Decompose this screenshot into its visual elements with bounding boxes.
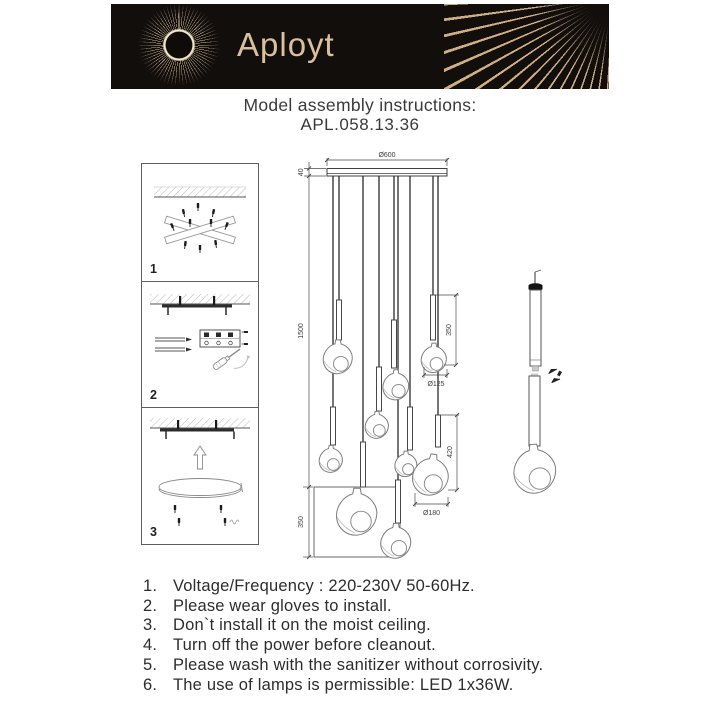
starburst-logo-icon [137, 4, 221, 87]
detail-glass-shade [512, 443, 557, 495]
step-1-panel [141, 163, 259, 282]
chandelier-dimension-drawing [290, 145, 500, 575]
step-3-illustration-canopy [142, 408, 258, 544]
svg-text:350: 350 [446, 324, 453, 336]
notes-list [143, 577, 613, 695]
ceiling-hatch [150, 294, 250, 304]
canopy-bar [327, 169, 447, 177]
note-number: 3. [143, 616, 158, 635]
note-text: The use of lamps is permissible: LED 1x36W. [173, 675, 514, 694]
page-title: Model assembly instructions: [243, 95, 477, 115]
note-text: Don`t install it on the moist ceiling. [173, 616, 431, 635]
step-2-illustration-wiring [142, 282, 258, 407]
cross-bracket [165, 216, 236, 244]
upper-tube [530, 290, 541, 371]
svg-text:40: 40 [298, 168, 305, 177]
svg-text:420: 420 [447, 446, 454, 458]
screwdriver-icon [212, 344, 252, 380]
svg-text:1500: 1500 [298, 323, 305, 339]
note-number: 6. [143, 675, 158, 694]
svg-text:Ø180: Ø180 [422, 510, 441, 517]
spring-icon [230, 520, 239, 524]
note-number: 5. [143, 655, 158, 674]
title-block [0, 95, 720, 135]
wires [155, 338, 192, 352]
note-number: 4. [143, 636, 158, 655]
ray-fan-decoration-icon [444, 4, 609, 89]
model-number: APL.058.13.36 [300, 115, 420, 134]
ceiling-hatch [150, 418, 250, 428]
note-text: Please wear gloves to install. [173, 596, 392, 615]
step-3-panel [141, 407, 259, 545]
svg-text:Ø600: Ø600 [378, 152, 396, 159]
note-item [143, 577, 613, 597]
note-item [143, 616, 613, 636]
note-text: Turn off the power before cleanout. [173, 636, 436, 655]
step-number: 3 [150, 525, 157, 539]
lower-tube [529, 374, 540, 446]
svg-text:Ø125: Ø125 [427, 381, 445, 388]
pendant-detail-drawing [505, 262, 575, 512]
canopy-disc [159, 479, 243, 498]
brand-name: Aployt [237, 26, 335, 63]
step-2-panel [141, 281, 259, 408]
hanging-wire [535, 270, 541, 285]
top-cap [529, 283, 543, 290]
note-number: 2. [143, 596, 158, 615]
dim-left-column [298, 162, 326, 559]
note-number: 1. [143, 577, 158, 595]
step-number: 1 [150, 262, 157, 276]
assembly-arrows-icon [548, 369, 562, 383]
note-item [143, 656, 613, 676]
up-arrow-icon [194, 446, 206, 469]
canopy-screws [174, 505, 239, 526]
note-item [143, 636, 613, 656]
glass-shades [319, 340, 451, 558]
step-number: 2 [150, 388, 157, 402]
note-text: Please wash with the sanitizer without corrosivity. [173, 655, 544, 674]
terminal-block [200, 330, 248, 347]
svg-text:350: 350 [298, 516, 305, 528]
brand-banner [111, 4, 609, 89]
ceiling-hatch [154, 187, 246, 197]
step-1-illustration-ceiling-anchors [142, 164, 258, 281]
dim-small-shade [422, 293, 459, 388]
note-item [143, 597, 613, 617]
note-text: Voltage/Frequency : 220-230V 50-60Hz. [173, 577, 475, 595]
note-item [143, 676, 613, 696]
dim-canopy-diameter [325, 152, 449, 166]
